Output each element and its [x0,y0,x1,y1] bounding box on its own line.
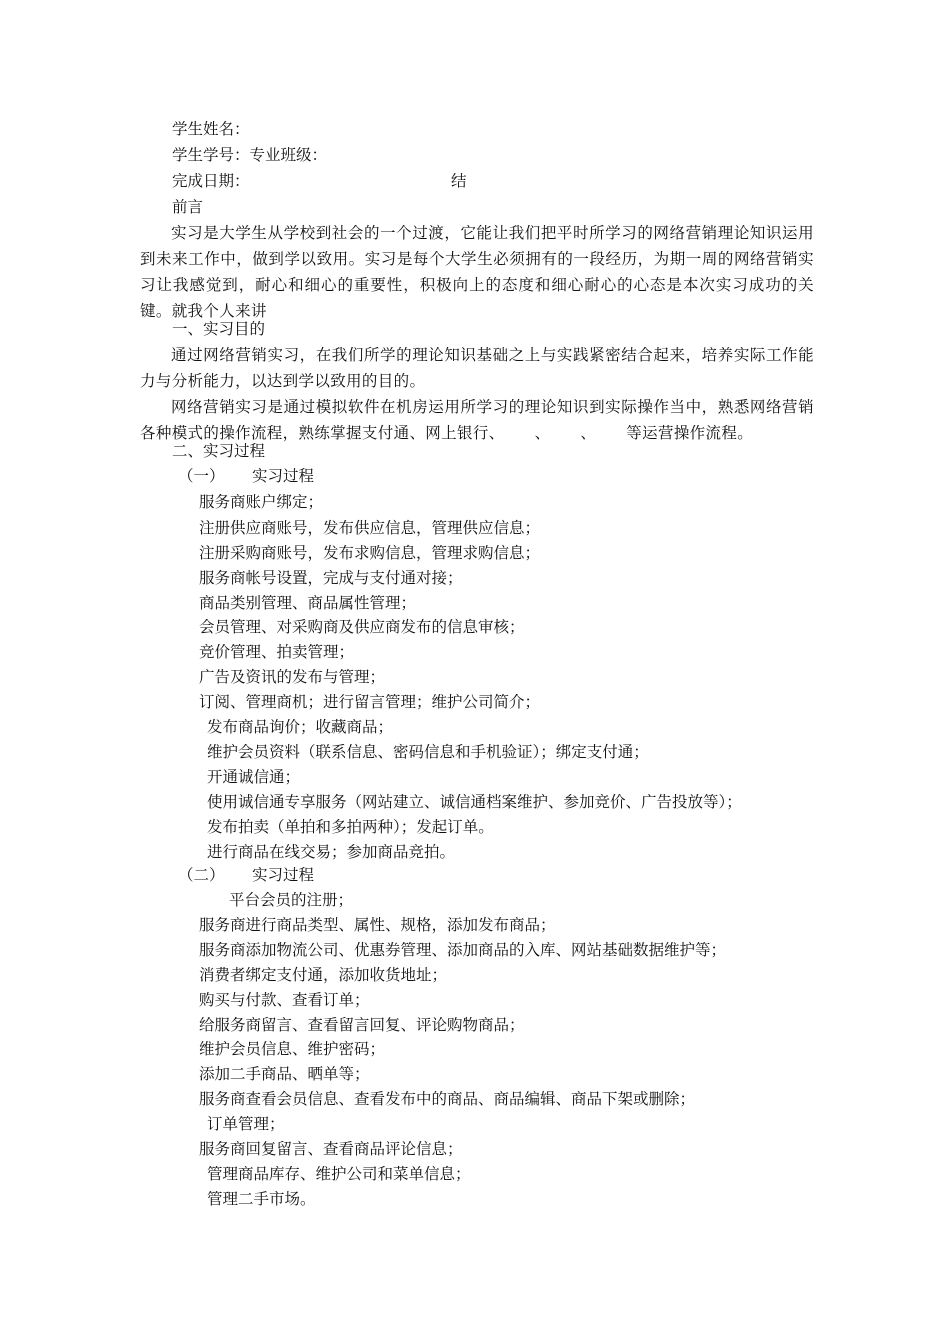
paragraph-2-separator: 、 [534,424,551,442]
list-item: 进行商品在线交易；参加商品竞拍。 [207,843,456,861]
list-item: 开通诚信通； [207,768,301,786]
section-1-paragraph-1: 通过网络营销实习，在我们所学的理论知识基础之上与实践紧密结合起来，培养实际工作能力与分析能力，以达到学以致用的目的。 [140,346,814,390]
list-item: 添加二手商品、晒单等； [199,1065,370,1083]
list-item: 注册采购商账号，发布求购信息，管理求购信息； [199,544,541,562]
list-item: 服务商添加物流公司、优惠券管理、添加商品的入库、网站基础数据维护等； [199,941,727,959]
list-item: 注册供应商账号，发布供应信息，管理供应信息； [199,519,541,537]
subsection-2-title: 实习过程 [252,866,315,884]
list-item: 竞价管理、拍卖管理； [199,643,355,661]
preface-paragraph: 实习是大学生从学校到社会的一个过渡，它能让我们把平时所学习的网络营销理论知识运用到未来工作中，做到学以致用。实习是每个大学生必须拥有的一段经历，为期一周的网络营销实习让我感觉到，耐心和细心的重要性，积极向上的态度和细心耐心的心态是本次实习成功的关键。就我个人来讲 [140,224,814,320]
preface-heading: 前言 [172,198,204,216]
subsection-2-number: （二） [178,866,225,884]
paragraph-2-start: 网络营销实习是通过模拟软件在机房运用所学习的理论知识到实际操作当中，熟悉网络营销各种模式的操作流程，熟练掌握支付通、网上银行、 [140,398,814,442]
completion-date-label: 完成日期： [172,172,250,190]
student-id-class-label: 学生学号：专业班级： [172,146,328,164]
section-2-heading: 二、实习过程 [172,442,266,460]
list-item: 服务商回复留言、查看商品评论信息； [199,1140,463,1158]
list-item: 会员管理、对采购商及供应商发布的信息审核； [199,618,525,636]
list-item: 服务商进行商品类型、属性、规格，添加发布商品； [199,916,556,934]
paragraph-2-separator: 、 [580,424,597,442]
list-item: 服务商账户绑定； [199,493,324,511]
list-item: 发布拍卖（单拍和多拍两种）；发起订单。 [207,818,494,836]
list-item: 管理商品库存、维护公司和菜单信息； [207,1165,471,1183]
paragraph-2-end: 等运营操作流程。 [626,424,754,442]
subsection-1-number: （一） [178,467,225,485]
list-item: 订阅、管理商机；进行留言管理；维护公司简介； [199,693,541,711]
list-item: 平台会员的注册； [229,891,354,909]
student-name-label: 学生姓名： [172,120,250,138]
list-item: 给服务商留言、查看留言回复、评论购物商品； [199,1016,525,1034]
list-item: 消费者绑定支付通，添加收货地址； [199,966,448,984]
list-item: 维护会员信息、维护密码； [199,1040,386,1058]
list-item: 服务商帐号设置，完成与支付通对接； [199,569,463,587]
list-item: 商品类别管理、商品属性管理； [199,594,417,612]
stray-character: 结 [451,172,467,190]
list-item: 管理二手市场。 [207,1190,316,1208]
list-item: 订单管理； [207,1115,285,1133]
subsection-1-title: 实习过程 [252,467,315,485]
section-1-heading: 一、实习目的 [172,320,266,338]
list-item: 服务商查看会员信息、查看发布中的商品、商品编辑、商品下架或删除； [199,1090,696,1108]
list-item: 购买与付款、查看订单； [199,991,370,1009]
list-item: 发布商品询价；收藏商品； [207,718,394,736]
list-item: 广告及资讯的发布与管理； [199,668,386,686]
list-item: 维护会员资料（联系信息、密码信息和手机验证）；绑定支付通； [207,743,649,761]
list-item: 使用诚信通专享服务（网站建立、诚信通档案维护、参加竞价、广告投放等）； [207,793,742,811]
